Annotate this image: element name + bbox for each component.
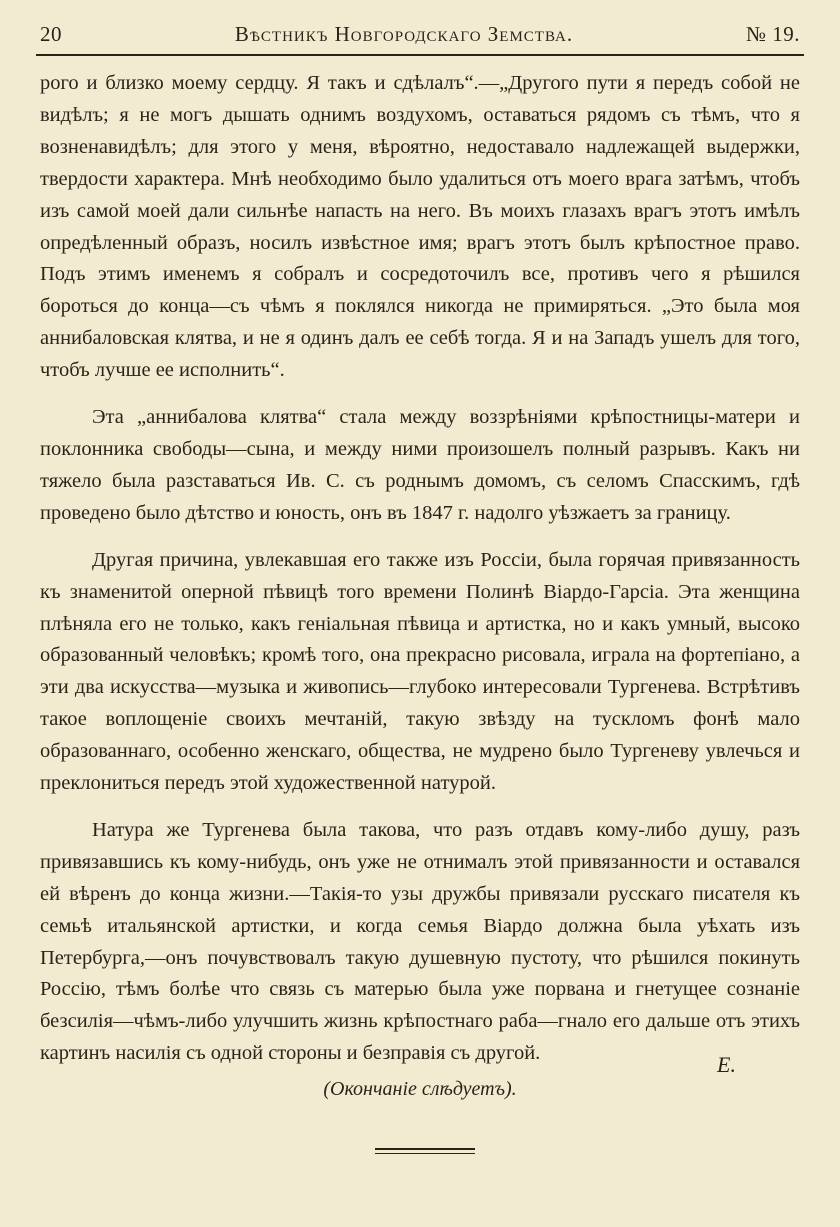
continued-note: (Окончаніе слѣдуетъ). <box>323 1078 517 1100</box>
header-rule <box>36 54 804 56</box>
paragraph-1: рого и близко моему сердцу. Я такъ и сдѣлалъ“.—„Другого пути я передъ собой не видѣлъ; я не могъ дышать однимъ воздухомъ, оставаться рядомъ съ тѣмъ, что я возненавидѣлъ; для этого у меня, вѣроятно, недоставало надлежащей выдержки, твердости характера. Мнѣ необходимо было удалиться отъ моего врага затѣмъ, чтобъ изъ самой моей дали сильнѣе напасть на него. Въ моихъ глазахъ врагъ этотъ имѣлъ опредѣленный образъ, носилъ извѣстное имя; врагъ этотъ былъ крѣпостное право. Подъ этимъ именемъ я собралъ и сосредоточилъ все, противъ чего я рѣшился бороться до конца—съ чѣмъ я поклялся никогда не примиряться. „Это была моя аннибаловская клятва, и не я одинъ далъ ее себѣ тогда. Я и на Западъ ушелъ для того, чтобъ лучше ее исполнить“. <box>40 72 800 382</box>
article-body <box>40 68 800 1070</box>
journal-title: Вѣстникъ Новгородскаго Земства. <box>234 22 574 46</box>
end-rule-thin <box>375 1153 475 1154</box>
paragraph-2: Эта „аннибалова клятва“ стала между воззрѣніями крѣпостницы-матери и поклонника свободы—сына, и между ними произошелъ полный разрывъ. Какъ ни тяжело была разставаться Ив. С. съ роднымъ домомъ, съ селомъ Спасскимъ, гдѣ проведено было дѣтство и юность, онъ въ 1847 г. надолго уѣзжаетъ за границу. <box>40 406 800 524</box>
page-number: 20 <box>40 22 62 46</box>
paragraph-4: Натура же Тургенева была такова, что разъ отдавъ кому-либо душу, разъ привязавшись къ кому-нибудь, онъ уже не отнималъ этой привязанности и оставался ей вѣренъ до конца жизни.—Такія-то узы дружбы привязали русскаго писателя къ семьѣ итальянской артистки, и когда семья Віардо должна была уѣхать изъ Петербурга,—онъ почувствовалъ такую душевную пустоту, что рѣшился покинуть Россію, тѣмъ болѣе что связь съ матерью была уже порвана и гнетущее сознаніе безсилія—чѣмъ-либо улучшить жизнь крѣпостнаго раба—гнало его дальше отъ этихъ картинъ насилія съ одной стороны и безправія съ другой. <box>40 818 800 1065</box>
running-header <box>40 22 800 54</box>
paragraph-3: Другая причина, увлекавшая его также изъ Россіи, была горячая привязанность къ знаменитой оперной пѣвицѣ того времени Полинѣ Віардо-Гарсіа. Эта женщина плѣняла его не только, какъ геніальная пѣвица и артистка, но и какъ умный, высоко образованный человѣкъ; кромѣ того, она прекрасно рисовала, играла на фортепіано, а эти два искусства—музыка и живопись—глубоко интересовали Тургенева. Встрѣтивъ такое воплощеніе своихъ мечтаній, такую звѣзду на тускломъ фонѣ мало образованнаго, особенно женскаго, общества, не мудрено было Тургеневу увлечься и преклониться передъ этой художественной натурой. <box>40 548 800 795</box>
end-rule <box>375 1148 475 1150</box>
issue-number: № 19. <box>745 22 800 46</box>
author-signature: Е. <box>717 1052 736 1077</box>
